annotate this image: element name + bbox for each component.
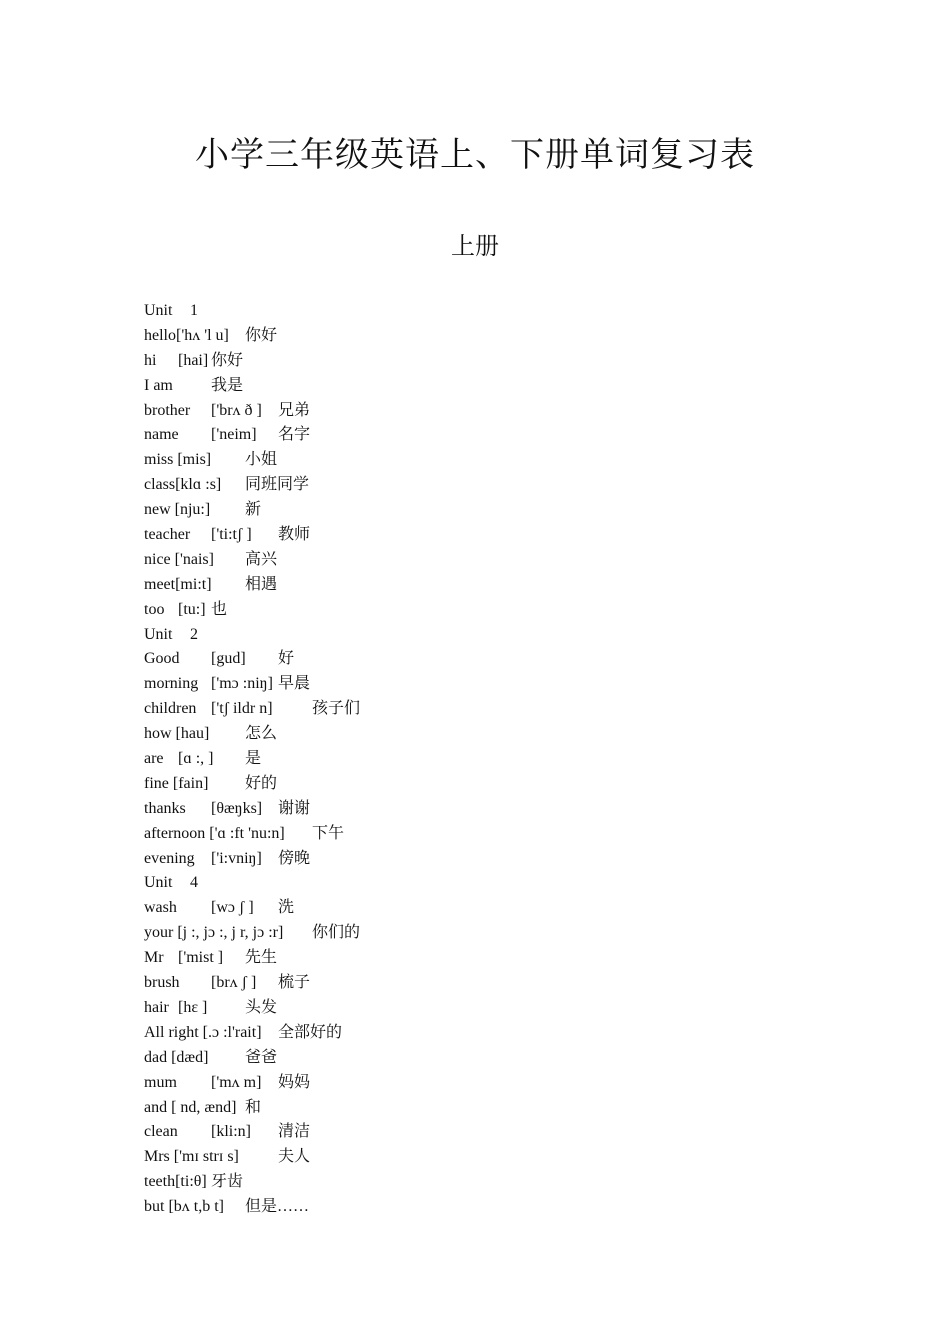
vocab-word: evening [144, 849, 195, 867]
vocab-meaning: 怎么 [245, 725, 278, 743]
vocab-word: teeth[ti:θ] [144, 1173, 207, 1191]
vocab-phonetic: ['mɔ :niŋ] [211, 675, 273, 693]
vocab-word: I am [144, 376, 173, 394]
vocab-phonetic: [brʌ ʃ ] [211, 974, 257, 992]
vocab-word: teacher [144, 526, 191, 544]
vocab-meaning: 但是…… [245, 1198, 310, 1216]
vocab-meaning: 你好 [245, 326, 278, 344]
vocab-phonetic: ['mist ] [178, 949, 224, 967]
vocab-word: how [hau] [144, 725, 210, 743]
vocab-word: hello['hʌ 'l u] [144, 326, 229, 344]
vocab-meaning: 也 [211, 600, 228, 618]
vocab-word: thanks [144, 799, 186, 817]
unit-label: Unit [144, 874, 173, 892]
vocab-word: brother [144, 401, 191, 419]
vocab-word: wash [144, 899, 177, 917]
vocab-phonetic: [kli:n] [211, 1123, 251, 1141]
vocab-meaning: 先生 [245, 949, 278, 967]
vocab-word: fine [fain] [144, 774, 209, 792]
vocab-phonetic: ['ti:tʃ ] [211, 526, 252, 544]
vocab-word: Mr [144, 949, 164, 967]
section-heading: 上册 [451, 232, 499, 260]
vocab-word: Good [144, 650, 180, 668]
vocab-meaning: 相遇 [245, 575, 278, 593]
vocab-meaning: 牙齿 [211, 1173, 244, 1191]
vocab-meaning: 和 [245, 1098, 262, 1116]
vocab-phonetic: [wɔ ʃ ] [211, 899, 254, 917]
vocab-meaning: 傍晚 [278, 849, 311, 867]
vocab-phonetic: ['tʃ ildr n] [211, 700, 273, 718]
vocab-phonetic: [θæŋks] [211, 799, 263, 817]
vocab-meaning: 全部好的 [278, 1023, 343, 1041]
vocab-meaning: 夫人 [278, 1148, 311, 1166]
vocab-word: Mrs ['mɪ strɪ s] [144, 1148, 239, 1166]
vocab-word: hair [144, 998, 169, 1016]
vocab-meaning: 你们的 [312, 924, 361, 942]
vocab-meaning: 教师 [278, 526, 311, 544]
vocab-meaning: 好 [278, 650, 295, 668]
vocab-phonetic: [tu:] [178, 600, 206, 618]
vocab-meaning: 是 [245, 750, 262, 768]
vocab-phonetic: [ɑ :, ] [178, 750, 214, 768]
vocab-word: are [144, 750, 164, 768]
vocab-phonetic: [hai] [178, 351, 209, 369]
unit-label: Unit [144, 302, 173, 319]
vocab-meaning: 洗 [278, 899, 295, 917]
vocab-phonetic: ['brʌ ð ] [211, 401, 262, 419]
vocab-meaning: 名字 [278, 426, 311, 444]
vocab-word: nice ['nais] [144, 550, 214, 568]
vocab-phonetic: [hɛ ] [178, 998, 208, 1016]
vocab-meaning: 梳子 [278, 974, 311, 992]
vocab-meaning: 你好 [211, 351, 244, 369]
vocab-phonetic: ['mʌ m] [211, 1073, 262, 1091]
vocab-word: name [144, 426, 179, 444]
vocab-word: class[klɑ :s] [144, 476, 222, 494]
unit-number: 1 [190, 302, 198, 319]
vocab-meaning: 高兴 [245, 550, 278, 568]
vocab-meaning: 新 [245, 501, 262, 519]
unit-label: Unit [144, 625, 173, 643]
vocab-word: children [144, 700, 197, 718]
vocab-meaning: 孩子们 [312, 700, 361, 718]
vocab-word: morning [144, 675, 199, 693]
vocab-phonetic: ['i:vniŋ] [211, 849, 262, 867]
vocab-word: and [ nd, ænd] [144, 1098, 237, 1116]
vocab-meaning: 兄弟 [278, 401, 311, 419]
vocab-word: but [bʌ t,b t] [144, 1198, 224, 1216]
vocab-meaning: 同班同学 [245, 476, 310, 494]
vocab-word: hi [144, 351, 157, 369]
vocab-word: clean [144, 1123, 178, 1141]
vocab-word: dad [dæd] [144, 1048, 209, 1066]
unit-number: 4 [190, 874, 198, 892]
document-title: 小学三年级英语上、下册单词复习表 [195, 137, 755, 174]
vocab-meaning: 早晨 [278, 675, 311, 693]
vocab-word: too [144, 600, 165, 618]
vocab-phonetic: [gud] [211, 650, 246, 668]
unit-number: 2 [190, 625, 198, 643]
vocab-word: new [nju:] [144, 501, 211, 519]
vocab-meaning: 我是 [211, 376, 244, 394]
vocab-word: afternoon ['ɑ :ft 'nu:n] [144, 824, 285, 842]
vocab-word: your [j :, jɔ :, j r, jɔ :r] [144, 924, 284, 942]
vocab-word: mum [144, 1073, 177, 1091]
vocab-meaning: 头发 [245, 998, 278, 1016]
vocab-meaning: 谢谢 [278, 799, 311, 817]
vocab-meaning: 小姐 [245, 451, 278, 469]
vocab-meaning: 妈妈 [278, 1073, 311, 1091]
vocab-word: brush [144, 974, 180, 992]
vocab-meaning: 爸爸 [245, 1048, 278, 1066]
vocab-meaning: 好的 [245, 774, 278, 792]
vocab-word: miss [mis] [144, 451, 212, 469]
vocab-meaning: 下午 [312, 824, 345, 842]
vocab-word: meet[mi:t] [144, 575, 212, 593]
vocab-word: All right [.ɔ :l'rait] [144, 1023, 262, 1041]
vocab-phonetic: ['neim] [211, 426, 257, 444]
vocab-meaning: 清洁 [278, 1123, 311, 1141]
